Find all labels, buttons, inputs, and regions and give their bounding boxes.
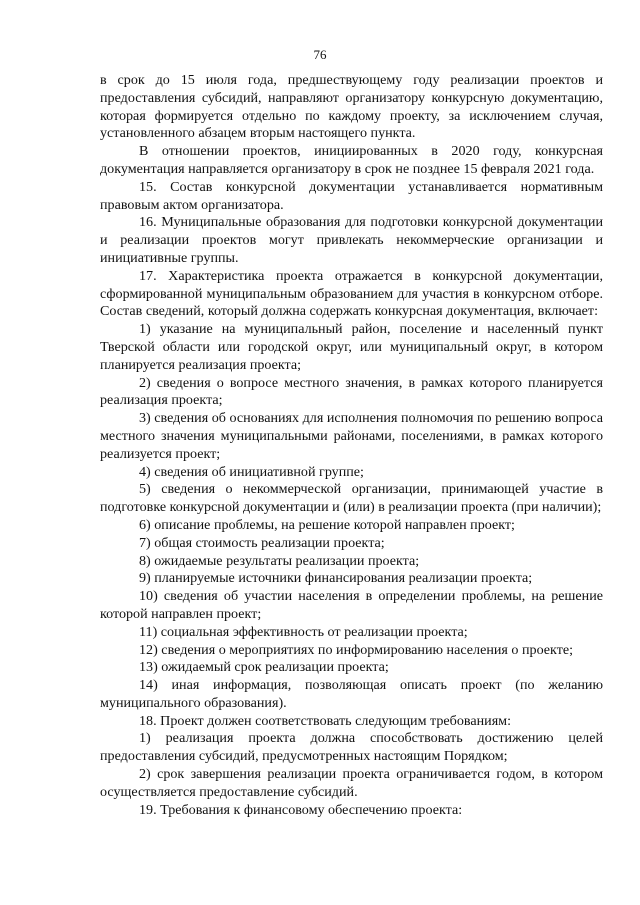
paragraph: 17. Характеристика проекта отражается в конкурсной документации, сформированной муниципальным образованием для участия в конкурсном отборе. Состав сведений, который должна содержать конкурсная документация, включает: xyxy=(100,267,603,320)
paragraph: 9) планируемые источники финансирования реализации проекта; xyxy=(139,570,533,587)
paragraph: 13) ожидаемый срок реализации проекта; xyxy=(139,659,389,676)
page-number: 76 xyxy=(313,47,327,62)
paragraph: 10) сведения об участии населения в определении проблемы, на решение которой направлен проект; xyxy=(100,588,603,622)
paragraph: 8) ожидаемые результаты реализации проекта; xyxy=(139,552,420,569)
paragraph: В отношении проектов, инициированных в 2020 году, конкурсная документация направляется организатору в срок не позднее 15 февраля 2021 года. xyxy=(100,143,603,177)
paragraph: 14) иная информация, позволяющая описать проект (по желанию муниципального образования). xyxy=(100,677,603,711)
paragraph: 6) описание проблемы, на решение которой направлен проект; xyxy=(139,516,515,533)
paragraph: 1) реализация проекта должна способствовать достижению целей предоставления субсидий, предусмотренных настоящим Порядком; xyxy=(100,730,603,765)
paragraph: 2) срок завершения реализации проекта ограничивается годом, в котором осуществляется предоставление субсидий. xyxy=(100,766,603,800)
paragraph: 15. Состав конкурсной документации устанавливается нормативным правовым актом организатора. xyxy=(100,178,603,213)
paragraph: 16. Муниципальные образования для подготовки конкурсной документации и реализации проектов могут привлекать некоммерческие организации и инициативные группы. xyxy=(100,214,603,266)
paragraph: 5) сведения о некоммерческой организации, принимающей участие в подготовке конкурсной документации и (или) в реализации проекта (при наличии); xyxy=(100,481,603,516)
paragraph: 4) сведения об инициативной группе; xyxy=(139,463,364,480)
paragraph: 7) общая стоимость реализации проекта; xyxy=(139,534,385,551)
paragraph: 2) сведения о вопросе местного значения, в рамках которого планируется реализация проекта; xyxy=(100,374,603,409)
paragraph: 12) сведения о мероприятиях по информированию населения о проекте; xyxy=(139,641,574,658)
paragraph: 3) сведения об основаниях для исполнения полномочия по решению вопроса местного значения муниципальными районами, поселениями, в рамках которого реализуется проект; xyxy=(100,410,603,462)
paragraph: в срок до 15 июля года, предшествующему году реализации проектов и предоставления субсидий, направляют организатору конкурсную документацию, которая формируется отдельно по каждому проекту, за исключением случая, установленного абзацем вторым настоящего пункта. xyxy=(100,72,603,142)
paragraph: 11) социальная эффективность от реализации проекта; xyxy=(139,623,468,640)
paragraph: 19. Требования к финансовому обеспечению проекта: xyxy=(139,801,463,818)
paragraph: 1) указание на муниципальный район, поселение и населенный пункт Тверской области или городской округ, или муниципальный округ, в котором планируется реализация проекта; xyxy=(100,321,603,373)
paragraph: 18. Проект должен соответствовать следующим требованиям: xyxy=(139,712,512,729)
document-body xyxy=(100,72,603,819)
